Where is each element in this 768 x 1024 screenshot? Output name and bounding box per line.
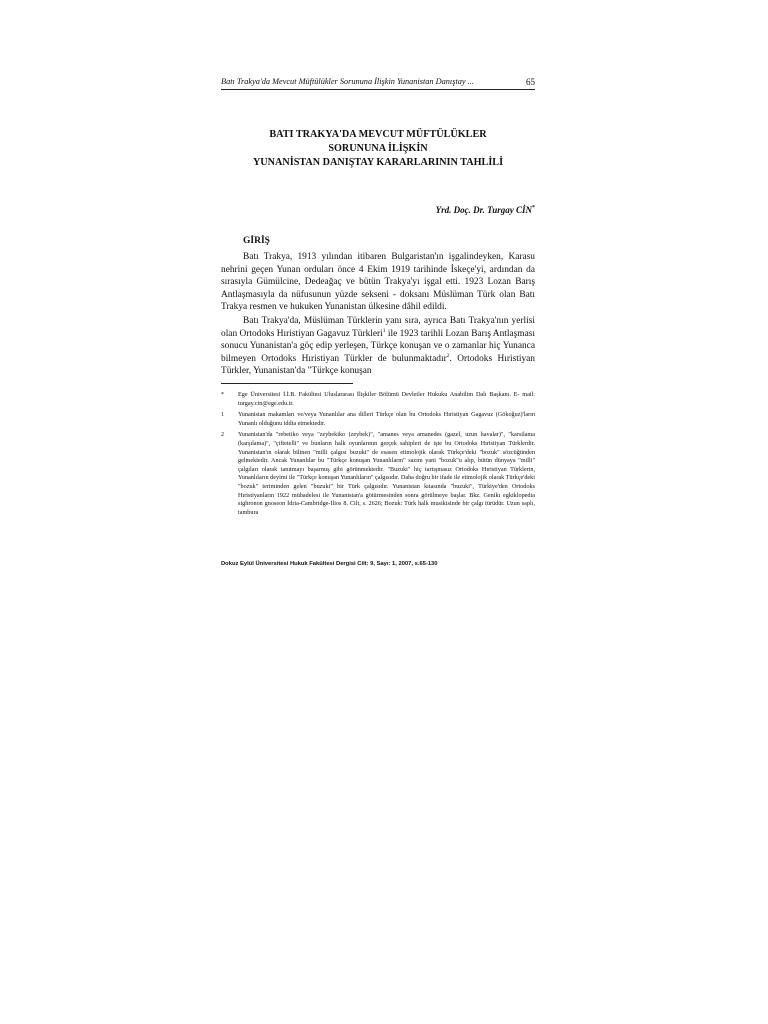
title-line: SORUNUNA İLİŞKİN	[328, 143, 428, 154]
title-line: YUNANİSTAN DANIŞTAY KARARLARININ TAHLİLİ	[252, 157, 504, 168]
footnote	[221, 431, 535, 517]
footnote-mark: *	[221, 392, 224, 398]
journal-citation: Dokuz Eylül Üniversitesi Hukuk Fakültesi Dergisi Cilt: 9, Sayı: 1, 2007, s.65-130	[221, 561, 438, 567]
author-footnote-mark: *	[532, 205, 535, 211]
paragraph: Batı Trakya, 1913 yılından itibaren Bulgaristan'ın işgalindeyken, Karasu nehrini geçen Yunan orduları önce 4 Ekim 1919 tarihinde İskeçe'yi, ardından da sırasıyla Gümülcine, Dedeağaç ve bütün Trakya'yı işgal etti. 1923 Lozan Barış Antlaşmasıyla da nüfusunun yüzde sekseni - doksanı Müslüman Türk olan Batı Trakya resmen ve hukuken Yunanistan ülkesine dâhil edildi.	[221, 252, 535, 313]
page-number: 65	[526, 77, 535, 87]
title-line: BATI TRAKYA'DA MEVCUT MÜFTÜLÜKLER	[269, 129, 487, 140]
author-name: Yrd. Doç. Dr. Turgay CİN	[435, 205, 532, 215]
running-head	[221, 76, 535, 90]
footnote-ref[interactable]: 2	[446, 352, 450, 359]
footnote-mark: 1	[221, 412, 224, 419]
article-title	[221, 128, 535, 170]
author-byline	[221, 202, 535, 216]
footnote	[221, 411, 535, 428]
footnote-text: Ege Üniversitesi İ.İ.B. Fakültesi Uluslararası İlişkiler Bölümü Devletler Hukuku Anabilim Dalı Başkanı. E- mail: turgay.cin@ege.edu.tr.	[238, 391, 535, 407]
running-head-title: Batı Trakya'da Mevcut Müftülükler Sorununa İlişkin Yunanistan Danıştay ...	[221, 77, 474, 86]
footnotes	[221, 391, 535, 520]
footnote-mark: 2	[221, 432, 224, 439]
footnote-divider	[221, 383, 353, 384]
footnote-text: Yunanistan'da "rebetiko veya "zeybekiko (zeybek)", "amanes veya amanedes (gazel, uzun havalar)", "karsilama (karşılama)", "çiftetelli" ve bunların halk oyunlarının gerçek sahipleri de işte bu Ortodoks Hıristiyan Türklerdir. Yunanistan'ın olarak bilinen "milli çalgısı buzuki" de esasen etimolojik olarak Türkçe'deki "bozuk" sözcüğünden gelmektedir. Ancak Yunanlılar bu "Türkçe konuşan Yunanlıların" sazını yani "bozuk"u alıp, bütün dünyaya "milli" çalgıları olarak tanıtmayı başarmış gibi görünmektedir. "Buzuki" hiç tartışmasız Ortodoks Hıristiyan Türklerin, Yunanlıların deyimi ile "Türkçe konuşan Yunanlıların" çalgısıdır. Daha doğru bir ifade ile etimolojik olarak Türkçe'deki "bozuk" teriminden gelen "buzuki" bir Türk çalgısıdır. Yunanistan kıtasında "buzuki", Türkiye'den Ortodoks Hıristiyanların 1922 mübadelesi ile Yunanistan'a götürmesinden sonra görülmeye başlar. Bkz. Genikı egkiklopedia sighronon gnoseon İdria-Cambridge-Ilios 8. Cilt, s. 2626; Bozuk: Türk halk musikisinde bir çalgı türüdür. Uzun saplı, tambura	[238, 431, 535, 516]
body-text	[221, 251, 535, 379]
footnote	[221, 391, 535, 408]
paragraph: Batı Trakya'da, Müslüman Türklerin yanı sıra, ayrıca Batı Trakya'nın yerlisi olan Ortodoks Hıristiyan Gagavuz Türkleri$^1$ ile 1923 tarihli Lozan Barış Antlaşması sonucu Yunanistan'a göç edip yerleşen, Türkçe konuşan ve o zamanlar hiç Yunanca bilmeyen Ortodoks Hıristiyan Türkler de bulunmaktadır$^2$. Ortodoks Hıristiyan Türkler, Yunanistan'da "Türkçe konuşan	[221, 315, 535, 377]
footnote-ref[interactable]: 1	[382, 327, 386, 334]
footnote-text: Yunanistan makamları ve/veya Yunanlılar ana dilleri Türkçe olan bu Ortodoks Hıristiyan Gagavuz (Gökoğuz)'ların Yunanlı olduğunu iddia etmektedir.	[238, 411, 535, 427]
section-heading: GİRİŞ	[243, 236, 270, 246]
